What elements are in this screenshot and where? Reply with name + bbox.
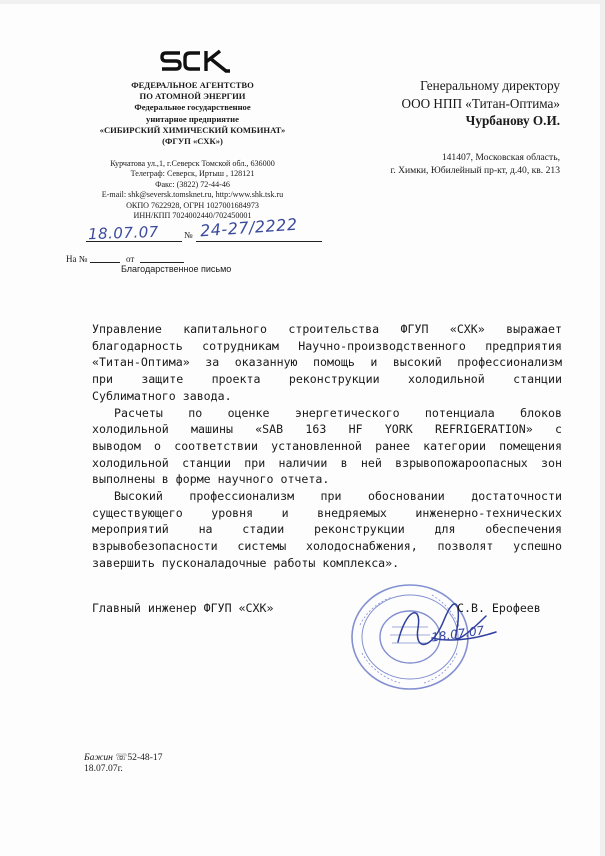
body-line: Управление капитального строительства ФГУП «СХК» выражает: [92, 322, 562, 336]
body-line: завершить пусконаладочные работы комплекса».: [92, 555, 400, 570]
address-line: г. Химки, Юбилейный пр-кт, д.40, кв. 213: [390, 165, 560, 176]
addressee-position: Генеральному директору: [420, 78, 560, 93]
signer-name: С.В. Ерофеев: [457, 601, 541, 615]
document-kind: Благодарственное письмо: [121, 264, 232, 274]
org-line: Федеральное государственное: [134, 102, 251, 113]
sender-organization: [64, 80, 321, 147]
address-line: 141407, Московская область,: [441, 152, 560, 163]
reply-date-line: [140, 262, 184, 263]
registration-date: 18.07.07: [87, 222, 160, 244]
addressee-address: [330, 151, 560, 177]
sender-address: [64, 159, 321, 221]
body-line: выводом о соответствии установленной ранее категории помещения: [92, 438, 562, 453]
body-line: взрывобезопасности системы холодоснабжения, позволят успешно: [92, 539, 562, 554]
address-line: Курчатова ул.,1, г.Северск Томской обл., 636000: [110, 159, 275, 168]
signer-title: Главный инженер ФГУП «СХК»: [92, 601, 274, 615]
reply-from-label: от: [126, 254, 135, 264]
body-line: при защите проекта реконструкции холодильной станции: [92, 372, 562, 387]
address-line: Телеграф: Северск, Иртыш , 128121: [130, 169, 255, 179]
address-line: Факс: (3822) 72-44-46: [155, 179, 230, 189]
registration-number: 24-27/2222: [199, 214, 299, 241]
org-line: унитарное предприятие: [146, 113, 239, 124]
signature-date: 18.07.07: [430, 623, 486, 645]
addressee: [350, 77, 560, 130]
letter-body: [92, 321, 562, 572]
address-line: E-mail: shk@seversk.tomsknet.ru, http:/www.shk.tsk.ru: [101, 190, 284, 200]
executor-phone: 52-48-17: [127, 752, 163, 763]
body-line: холодильной станции при наличии в ней взрывопожароопасных зон: [92, 455, 562, 470]
body-line: холодильной машины «SAB 163 HF YORK REFRIGERATION» с: [92, 422, 562, 437]
body-line: благодарность сотрудникам Научно-производственного предприятия: [92, 338, 562, 353]
body-line: выполнены в форме научного отчета.: [92, 472, 330, 487]
body-line: мероприятий на стадии реконструкции для обеспечения: [92, 522, 562, 537]
number-label: №: [184, 230, 193, 240]
executor-name: Бажин: [84, 752, 113, 763]
body-line: Сублиматного завода.: [92, 388, 232, 403]
address-line: ИНН/КПП 7024002440/702450001: [133, 211, 252, 221]
phone-icon: ☏: [115, 752, 128, 763]
scan-edge-top: [0, 0, 605, 4]
org-line: «СИБИРСКИЙ ХИМИЧЕСКИЙ КОМБИНАТ»: [99, 124, 286, 135]
date-underline: [86, 241, 182, 242]
footer-date: 18.07.07г.: [84, 763, 123, 774]
body-line: Высокий профессионализм при обосновании достаточности: [114, 489, 562, 504]
address-line: ОКПО 7622928, ОГРН 1027001684973: [126, 200, 259, 210]
org-line: ФЕДЕРАЛЬНОЕ АГЕНТСТВО: [131, 80, 254, 90]
body-line: существующего уровня и внедряемых инженерно-технических: [92, 505, 562, 520]
addressee-company: ООО НПП «Титан-Оптима»: [401, 95, 560, 111]
body-line: «Титан-Оптима» за оказанную помощь и высокий профессионализм: [92, 355, 562, 370]
paragraph: [92, 321, 562, 405]
executor-footer: [84, 752, 163, 774]
paragraph: [92, 488, 562, 572]
scan-edge-right: [600, 0, 605, 856]
org-line: ПО АТОМНОЙ ЭНЕРГИИ: [139, 91, 246, 102]
paragraph: [92, 405, 562, 489]
reply-number-label: На №: [66, 254, 88, 264]
executor-line: [84, 752, 163, 763]
reply-number-line: [90, 262, 120, 263]
org-line: (ФГУП «СХК»): [162, 136, 223, 147]
body-line: Расчеты по оценке энергетического потенциала блоков: [114, 405, 562, 420]
addressee-name: Чурбанову О.И.: [465, 113, 560, 128]
company-logo-icon: [160, 49, 232, 75]
number-underline: [196, 241, 322, 242]
